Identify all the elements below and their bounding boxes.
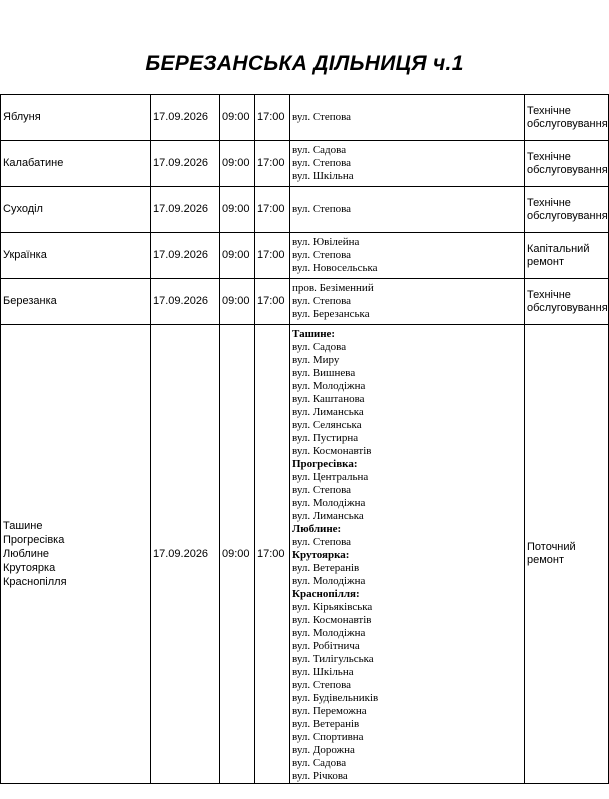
date-cell: 17.09.2026	[151, 141, 220, 187]
location-cell	[1, 325, 151, 784]
outage-schedule-table	[0, 94, 609, 784]
street-name: вул. Ветеранів	[292, 718, 360, 730]
street-name: вул. Степова	[292, 111, 352, 123]
location-cell: Суходіл	[1, 187, 151, 233]
streets-cell	[290, 141, 525, 187]
street-name: вул. Будівельників	[292, 692, 379, 704]
street-name: вул. Степова	[292, 157, 352, 169]
location-cell: Українка	[1, 233, 151, 279]
street-name: вул. Космонавтів	[292, 614, 372, 626]
street-name: пров. Безіменний	[292, 282, 374, 294]
location-name: Крутоярка	[3, 562, 56, 574]
street-name: вул. Пустирна	[292, 432, 359, 444]
work-type-cell: Поточний ремонт	[525, 325, 609, 784]
street-name: вул. Степова	[292, 203, 352, 215]
location-name: Ташине	[3, 520, 43, 532]
location-cell: Калабатине	[1, 141, 151, 187]
location-cell: Яблуня	[1, 95, 151, 141]
date-cell: 17.09.2026	[151, 187, 220, 233]
end-time-cell: 17:00	[255, 95, 290, 141]
work-type-cell: Технічне обслуговування	[525, 279, 609, 325]
street-name: вул. Новосельська	[292, 262, 378, 274]
street-name: вул. Степова	[292, 536, 352, 548]
street-name: вул. Спортивна	[292, 731, 364, 743]
street-name: вул. Центральна	[292, 471, 369, 483]
street-name: вул. Садова	[292, 341, 347, 353]
work-type-cell: Технічне обслуговування	[525, 187, 609, 233]
document-title: БЕРЕЗАНСЬКА ДІЛЬНИЦЯ ч.1	[145, 52, 464, 75]
start-time-cell: 09:00	[220, 141, 255, 187]
start-time-cell: 09:00	[220, 187, 255, 233]
street-name: вул. Садова	[292, 144, 347, 156]
street-name: вул. Ветеранів	[292, 562, 360, 574]
street-name: вул. Садова	[292, 757, 347, 769]
streets-cell	[290, 233, 525, 279]
streets-cell	[290, 187, 525, 233]
street-name: вул. Селянська	[292, 419, 362, 431]
street-name: вул. Шкільна	[292, 170, 354, 182]
street-name: вул. Молодіжна	[292, 380, 366, 392]
end-time-cell: 17:00	[255, 279, 290, 325]
table-row	[1, 187, 609, 233]
end-time-cell: 17:00	[255, 325, 290, 784]
street-name: вул. Ювілейна	[292, 236, 360, 248]
table-row	[1, 141, 609, 187]
start-time-cell: 09:00	[220, 95, 255, 141]
streets-cell	[290, 325, 525, 784]
table-body	[1, 95, 609, 784]
date-cell: 17.09.2026	[151, 325, 220, 784]
street-name: вул. Шкільна	[292, 666, 354, 678]
street-name: вул. Річкова	[292, 770, 348, 782]
start-time-cell: 09:00	[220, 325, 255, 784]
end-time-cell: 17:00	[255, 233, 290, 279]
end-time-cell: 17:00	[255, 141, 290, 187]
work-type-cell: Технічне обслуговування	[525, 141, 609, 187]
street-name: вул. Молодіжна	[292, 497, 366, 509]
street-name: вул. Степова	[292, 484, 352, 496]
work-type-cell: Технічне обслуговування	[525, 95, 609, 141]
end-time-cell: 17:00	[255, 187, 290, 233]
street-name: вул. Степова	[292, 295, 352, 307]
street-name: вул. Степова	[292, 679, 352, 691]
start-time-cell: 09:00	[220, 233, 255, 279]
table-row	[1, 233, 609, 279]
village-heading: Люблине:	[292, 523, 342, 535]
street-name: вул. Лиманська	[292, 510, 364, 522]
date-cell: 17.09.2026	[151, 279, 220, 325]
street-name: вул. Вишнева	[292, 367, 356, 379]
street-name: вул. Тилігульська	[292, 653, 374, 665]
street-name: вул. Каштанова	[292, 393, 365, 405]
street-name: вул. Кірьяківська	[292, 601, 373, 613]
location-cell: Березанка	[1, 279, 151, 325]
village-heading: Прогресівка:	[292, 458, 358, 470]
date-cell: 17.09.2026	[151, 95, 220, 141]
table-row	[1, 95, 609, 141]
village-heading: Ташине:	[292, 328, 336, 340]
location-name: Люблине	[3, 548, 50, 560]
street-name: вул. Переможна	[292, 705, 367, 717]
village-heading: Крутоярка:	[292, 549, 350, 561]
streets-cell	[290, 95, 525, 141]
street-name: вул. Дорожна	[292, 744, 355, 756]
street-name: вул. Степова	[292, 249, 352, 261]
street-name: вул. Молодіжна	[292, 627, 366, 639]
street-name: вул. Космонавтів	[292, 445, 372, 457]
street-name: вул. Лиманська	[292, 406, 364, 418]
street-name: вул. Молодіжна	[292, 575, 366, 587]
street-name: вул. Робітнича	[292, 640, 360, 652]
street-name: вул. Березанська	[292, 308, 370, 320]
table-row	[1, 325, 609, 784]
street-name: вул. Миру	[292, 354, 340, 366]
date-cell: 17.09.2026	[151, 233, 220, 279]
village-heading: Краснопілля:	[292, 588, 360, 600]
streets-cell	[290, 279, 525, 325]
start-time-cell: 09:00	[220, 279, 255, 325]
location-name: Краснопілля	[3, 576, 67, 588]
table-row	[1, 279, 609, 325]
work-type-cell: Капітальний ремонт	[525, 233, 609, 279]
location-name: Прогресівка	[3, 534, 65, 546]
